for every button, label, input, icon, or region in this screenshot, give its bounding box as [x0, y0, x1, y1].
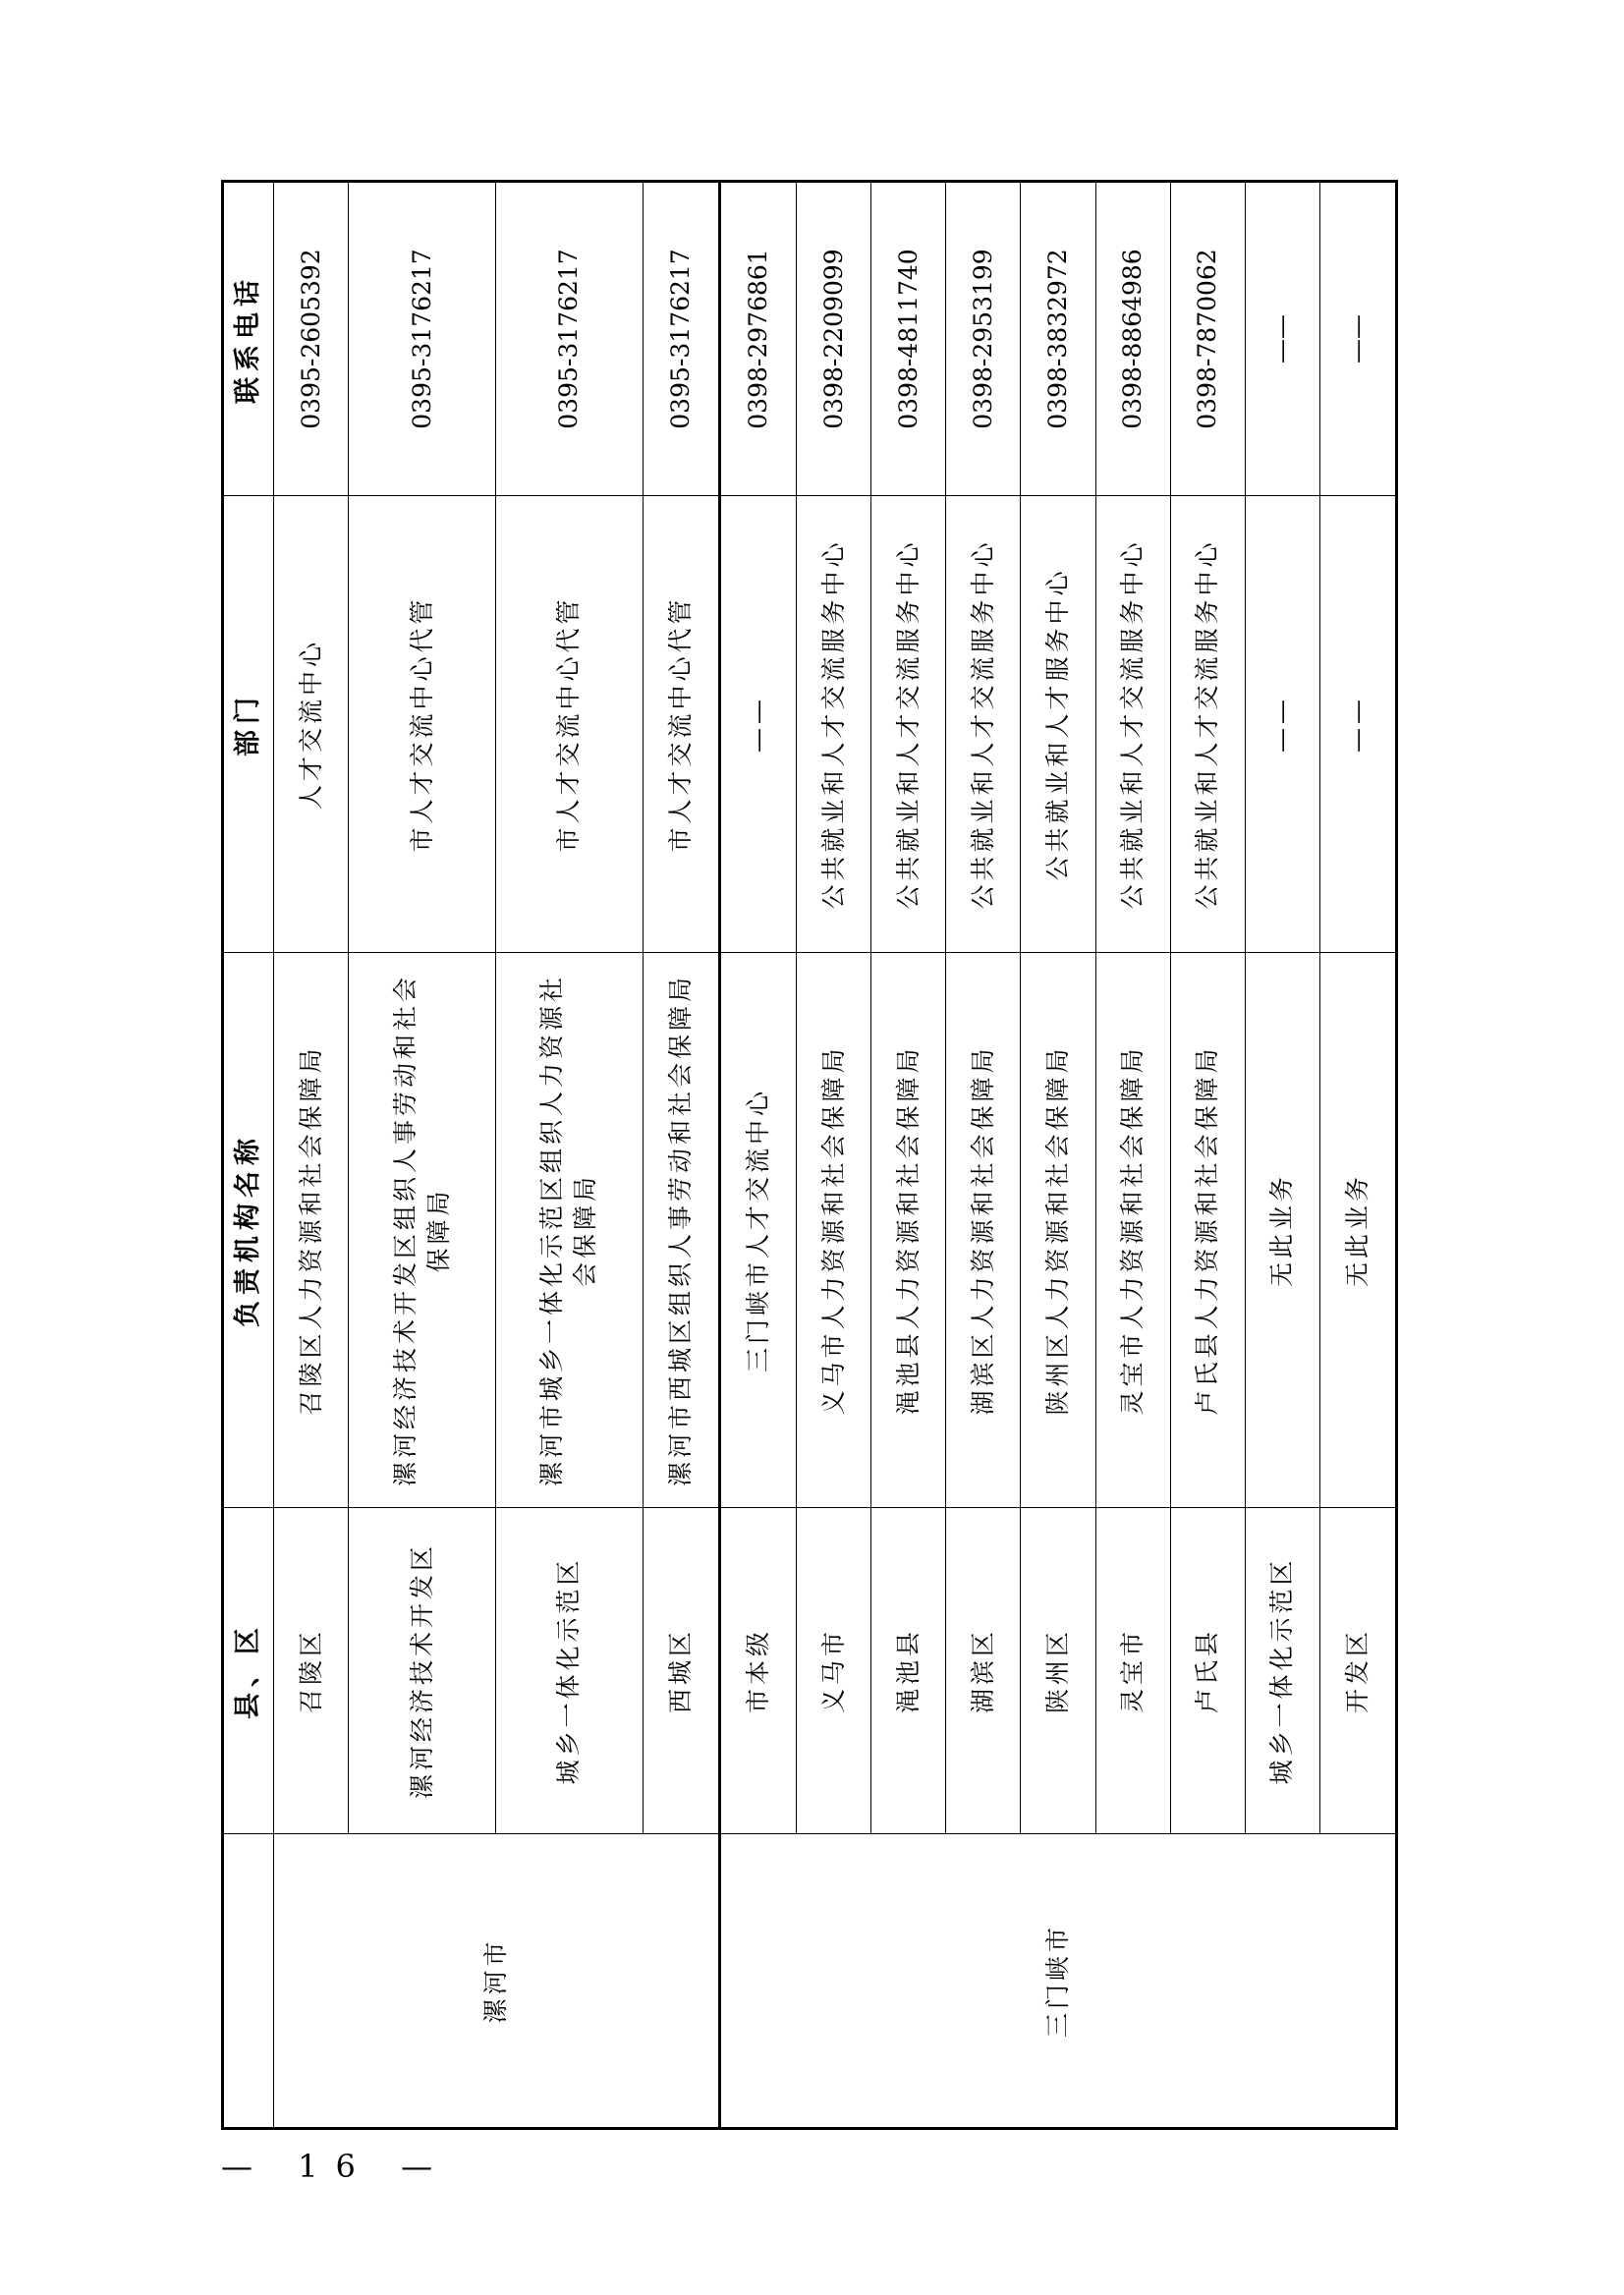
city-cell: 漯河市 — [274, 1834, 720, 2129]
phone-cell: 0395-3176217 — [643, 182, 719, 496]
phone-cell: 0398-7870062 — [1170, 182, 1245, 496]
dept-cell: 市人才交流中心代管 — [643, 496, 719, 953]
org-cell: 无此业务 — [1319, 953, 1396, 1508]
county-cell: 义马市 — [797, 1508, 871, 1834]
phone-cell: 0395-3176217 — [495, 182, 643, 496]
city-cell: 三门峡市 — [720, 1834, 1397, 2129]
county-cell: 西城区 — [643, 1508, 719, 1834]
county-cell: 灵宝市 — [1095, 1508, 1170, 1834]
org-cell: 召陵区人力资源和社会保障局 — [274, 953, 349, 1508]
dept-cell: 人才交流中心 — [274, 496, 349, 953]
phone-cell: 0395-2605392 — [274, 182, 349, 496]
dept-cell: 公共就业和人才交流服务中心 — [1095, 496, 1170, 953]
phone-cell: 0398-8864986 — [1095, 182, 1170, 496]
header-phone: 联系电话 — [223, 182, 274, 496]
phone-cell: 0395-3176217 — [349, 182, 496, 496]
county-cell: 开发区 — [1319, 1508, 1396, 1834]
dept-cell: 公共就业和人才交流服务中心 — [946, 496, 1021, 953]
phone-cell: 0398-2953199 — [946, 182, 1021, 496]
county-cell: 城乡一体化示范区 — [495, 1508, 643, 1834]
rotated-table-container — [221, 183, 1398, 2130]
dept-cell: 公共就业和人才交流服务中心 — [871, 496, 946, 953]
county-cell: 渑池县 — [871, 1508, 946, 1834]
county-cell: 城乡一体化示范区 — [1245, 1508, 1319, 1834]
county-cell: 漯河经济技术开发区 — [349, 1508, 496, 1834]
county-cell: 市本级 — [720, 1508, 797, 1834]
phone-cell: —— — [1245, 182, 1319, 496]
org-cell: 无此业务 — [1245, 953, 1319, 1508]
dept-cell: —— — [1319, 496, 1396, 953]
org-cell: 渑池县人力资源和社会保障局 — [871, 953, 946, 1508]
org-cell: 漯河市城乡一体化示范区组织人力资源社会保障局 — [495, 953, 643, 1508]
org-cell: 卢氏县人力资源和社会保障局 — [1170, 953, 1245, 1508]
org-cell: 湖滨区人力资源和社会保障局 — [946, 953, 1021, 1508]
table-row — [720, 182, 797, 2129]
header-city — [223, 1834, 274, 2129]
county-cell: 陕州区 — [1021, 1508, 1095, 1834]
phone-cell: 0398-2976861 — [720, 182, 797, 496]
header-dept: 部门 — [223, 496, 274, 953]
header-org: 负责机构名称 — [223, 953, 274, 1508]
phone-cell: 0398-3832972 — [1021, 182, 1095, 496]
agency-contact-table — [221, 180, 1398, 2130]
table-row — [274, 182, 349, 2129]
page-number: — 16 — — [221, 2148, 451, 2185]
dept-cell: 市人才交流中心代管 — [495, 496, 643, 953]
dept-cell: 公共就业和人才服务中心 — [1021, 496, 1095, 953]
header-county: 县、区 — [223, 1508, 274, 1834]
phone-cell: 0398-4811740 — [871, 182, 946, 496]
phone-cell: —— — [1319, 182, 1396, 496]
org-cell: 灵宝市人力资源和社会保障局 — [1095, 953, 1170, 1508]
phone-cell: 0398-2209099 — [797, 182, 871, 496]
dept-cell: 市人才交流中心代管 — [349, 496, 496, 953]
dept-cell: 公共就业和人才交流服务中心 — [1170, 496, 1245, 953]
org-cell: 漯河经济技术开发区组织人事劳动和社会保障局 — [349, 953, 496, 1508]
county-cell: 卢氏县 — [1170, 1508, 1245, 1834]
org-cell: 义马市人力资源和社会保障局 — [797, 953, 871, 1508]
org-cell: 陕州区人力资源和社会保障局 — [1021, 953, 1095, 1508]
dept-cell: —— — [1245, 496, 1319, 953]
org-cell: 漯河市西城区组织人事劳动和社会保障局 — [643, 953, 719, 1508]
table-header-row — [223, 182, 274, 2129]
dept-cell: 公共就业和人才交流服务中心 — [797, 496, 871, 953]
county-cell: 召陵区 — [274, 1508, 349, 1834]
org-cell: 三门峡市人才交流中心 — [720, 953, 797, 1508]
dept-cell: —— — [720, 496, 797, 953]
county-cell: 湖滨区 — [946, 1508, 1021, 1834]
